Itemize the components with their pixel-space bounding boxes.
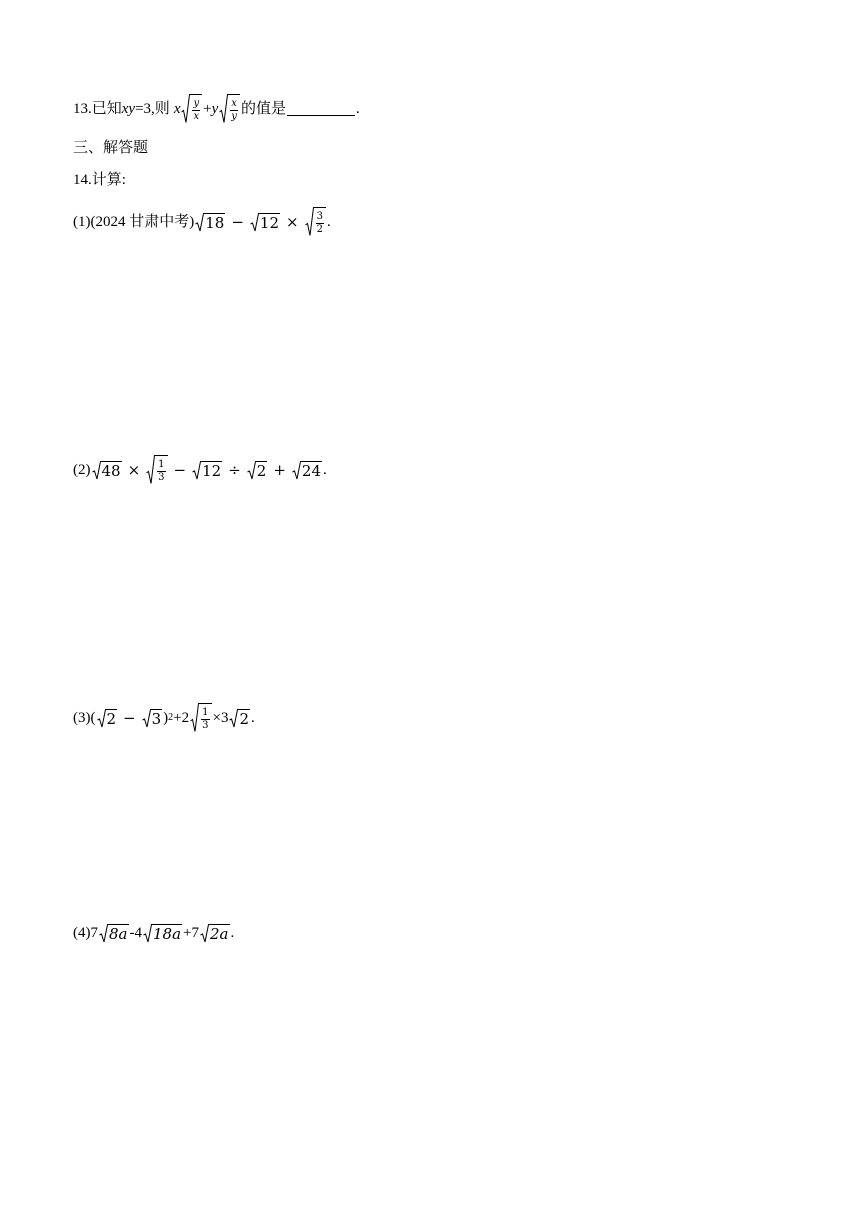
p2-radical-24 — [292, 461, 322, 480]
q13-text-after: 的值是 — [240, 100, 286, 117]
q13-var-y: y — [211, 100, 219, 117]
radical-sign-icon — [146, 455, 155, 485]
radical-sign-icon — [247, 461, 256, 480]
radical-sign-icon — [181, 94, 190, 124]
p1-radicand-2: 12 — [259, 213, 279, 232]
p2-radical-frac — [146, 455, 167, 485]
q13-frac1-numerator: y — [193, 97, 200, 109]
q14-part-3 — [73, 703, 255, 733]
p2-radicand-2: 12 — [202, 461, 222, 480]
p3-exponent: 2 — [168, 712, 174, 723]
answer-blank[interactable] — [287, 114, 355, 116]
q13-fraction-1 — [192, 99, 200, 122]
p2-radicand-3: 2 — [256, 461, 267, 480]
p4-radicand-1: 8a — [109, 925, 128, 943]
radical-sign-icon — [142, 709, 151, 728]
radical-sign-icon — [219, 94, 228, 124]
radical-sign-icon — [250, 213, 259, 232]
p3-label: (3)( — [73, 709, 96, 726]
p1-frac-numerator: 3 — [316, 210, 323, 222]
p3-end: . — [251, 709, 255, 726]
p2-frac-numerator: 1 — [158, 458, 165, 470]
q14-part-1 — [73, 207, 331, 237]
q14-part-2 — [73, 455, 327, 485]
p4-end: . — [230, 925, 235, 941]
p4-label: (4)7 — [73, 925, 98, 941]
p2-minus: − — [173, 460, 187, 479]
p1-radicand-1: 18 — [205, 213, 225, 232]
q13-plus: + — [203, 100, 212, 117]
p3-radical-frac — [190, 703, 211, 733]
p2-radicand-4: 24 — [301, 461, 322, 480]
radical-sign-icon — [200, 924, 209, 943]
q14-part-4 — [73, 924, 234, 943]
p3-fraction — [201, 708, 209, 731]
p1-radical-frac — [305, 207, 326, 237]
q13-number: 13. — [73, 100, 92, 117]
radical-sign-icon — [195, 213, 204, 232]
p1-minus: − — [231, 212, 244, 231]
question-13 — [73, 94, 360, 124]
p3-radical-2b — [229, 709, 250, 728]
q13-var-x: x — [173, 100, 181, 117]
p1-fraction — [316, 212, 324, 235]
q13-fraction-2 — [230, 99, 238, 122]
p3-times-3: ×3 — [212, 709, 229, 726]
p2-radical-48 — [92, 461, 122, 480]
q13-frac2-denominator: y — [231, 110, 237, 122]
p4-radical-2a — [200, 924, 230, 943]
p2-radical-2 — [247, 461, 268, 480]
radical-sign-icon — [92, 461, 101, 480]
radical-sign-icon — [190, 703, 199, 733]
p1-label: (1)(2024 甘肃中考) — [73, 213, 195, 230]
p2-plus: + — [273, 460, 286, 479]
p3-radical-3 — [142, 709, 163, 728]
p4-radical-8a — [99, 924, 129, 943]
p1-radical-18 — [195, 213, 225, 232]
radical-sign-icon — [292, 461, 301, 480]
p3-plus-2: +2 — [173, 709, 190, 726]
p2-divide: ÷ — [228, 460, 241, 479]
p2-label: (2) — [73, 461, 91, 478]
q13-radical-1 — [181, 94, 202, 124]
q13-var-xy: xy — [121, 100, 136, 117]
q13-frac2-numerator: x — [231, 97, 237, 109]
p4-radicand-2: 18a — [153, 925, 182, 943]
p4-plus-7: +7 — [183, 925, 199, 941]
question-14-title: 14.计算: — [73, 172, 126, 188]
p2-fraction — [157, 460, 165, 483]
p3-radicand-2: 3 — [151, 709, 162, 728]
radical-sign-icon — [305, 207, 314, 237]
p3-radicand-1: 2 — [106, 709, 117, 728]
p3-minus: − — [123, 708, 136, 727]
q13-radical-2 — [219, 94, 240, 124]
p2-times: × — [127, 460, 141, 479]
p2-radical-12 — [192, 461, 222, 480]
p2-frac-denominator: 3 — [158, 471, 165, 483]
radical-sign-icon — [229, 709, 238, 728]
q13-eq: =3,则 — [135, 100, 170, 117]
section-title: 三、解答题 — [73, 140, 149, 156]
radical-sign-icon — [192, 461, 201, 480]
q13-frac1-denominator: x — [193, 110, 200, 122]
p3-radical-2 — [97, 709, 118, 728]
p3-close-paren: ) — [163, 709, 169, 726]
radical-sign-icon — [97, 709, 106, 728]
p3-radicand-3: 2 — [239, 709, 250, 728]
p2-radicand-1: 48 — [101, 461, 121, 480]
p4-radical-18a — [143, 924, 182, 943]
p3-frac-numerator: 1 — [202, 706, 209, 718]
p1-times: × — [286, 212, 299, 231]
p4-radicand-3: 2a — [210, 925, 229, 943]
p1-end: . — [326, 213, 331, 230]
radical-sign-icon — [99, 924, 108, 943]
q13-text-before: 已知 — [91, 100, 122, 117]
p1-frac-denominator: 2 — [316, 223, 323, 235]
p2-end: . — [323, 461, 327, 478]
q13-end: . — [355, 100, 360, 117]
p4-minus-4: -4 — [129, 925, 142, 941]
p3-frac-denominator: 3 — [202, 719, 209, 731]
radical-sign-icon — [143, 924, 152, 943]
p1-radical-12 — [250, 213, 280, 232]
